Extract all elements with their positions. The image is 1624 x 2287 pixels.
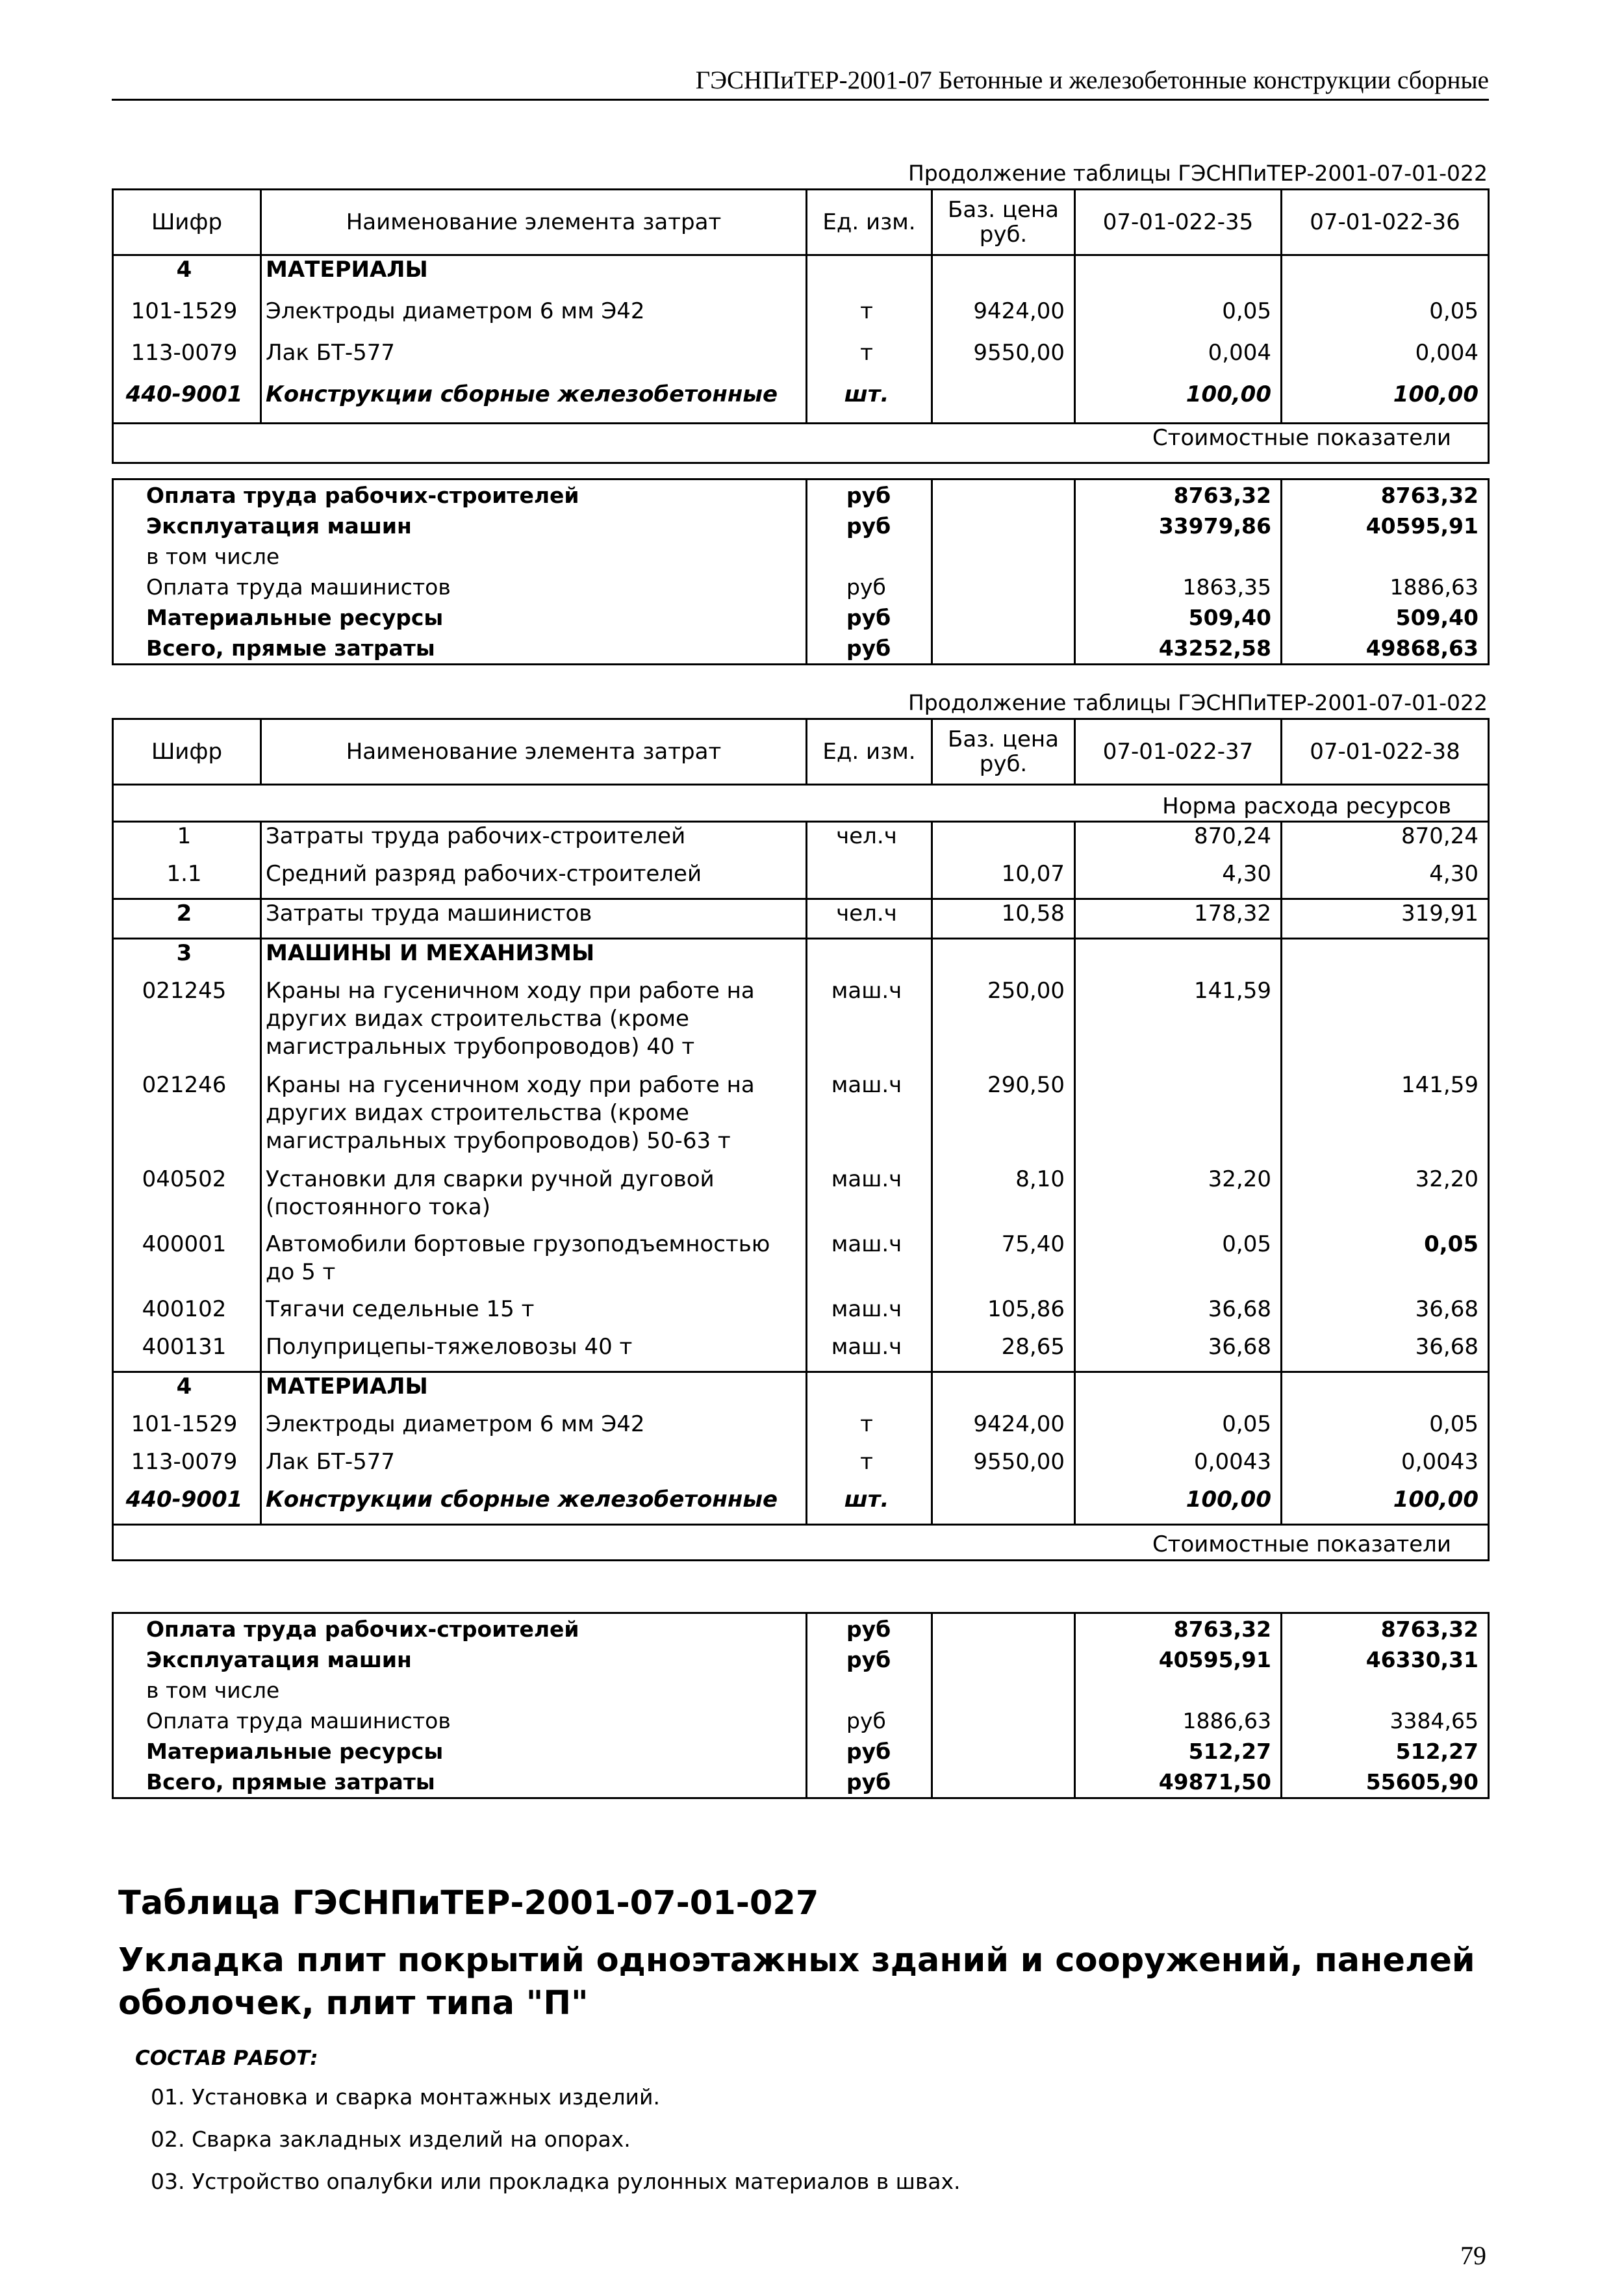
cost-row — [113, 602, 1489, 633]
row-value-b — [1282, 977, 1489, 1071]
row-price: 9424,00 — [932, 298, 1075, 339]
norm-title: Норма расхода ресурсов — [113, 785, 1489, 822]
cost-value-a: 40595,91 — [1075, 1644, 1282, 1675]
cost-value-a — [1075, 1675, 1282, 1706]
table-row — [113, 822, 1489, 861]
row-unit: чел.ч — [807, 822, 932, 861]
cost-value-b: 509,40 — [1282, 602, 1489, 633]
row-value-a: 0,004 — [1075, 339, 1282, 381]
cost-value-b: 49868,63 — [1282, 633, 1489, 665]
row-value-a: 0,05 — [1075, 298, 1282, 339]
cost-value-a: 8763,32 — [1075, 1613, 1282, 1645]
row-unit: чел.ч — [807, 899, 932, 939]
row-price: 8,10 — [932, 1166, 1075, 1231]
row-name: Установки для сварки ручной дуговой (постоянного тока) — [261, 1166, 807, 1231]
works-list — [151, 2076, 961, 2203]
cost-unit: руб — [807, 1644, 932, 1675]
table1-resources — [112, 188, 1490, 464]
cost-value-a: 49871,50 — [1075, 1767, 1282, 1798]
row-code: 101-1529 — [113, 298, 261, 339]
cost-title: Стоимостные показатели — [113, 1525, 1489, 1561]
row-value-a: 178,32 — [1075, 899, 1282, 939]
cost-empty — [932, 633, 1075, 665]
col-price-header: Баз. цена руб. — [932, 190, 1075, 255]
row-code: 400131 — [113, 1333, 261, 1372]
cost-unit: руб — [807, 479, 932, 511]
table-row — [113, 1486, 1489, 1525]
cost-unit: руб — [807, 1767, 932, 1798]
row-name: Краны на гусеничном ходу при работе на других видах строительства (кроме магистральных трубопроводов) 40 т — [261, 977, 807, 1071]
row-unit: т — [807, 1411, 932, 1448]
table2-costs — [112, 1612, 1490, 1799]
row-price: 9550,00 — [932, 1448, 1075, 1486]
row-unit: т — [807, 298, 932, 339]
row-unit: маш.ч — [807, 1166, 932, 1231]
cost-empty — [932, 1767, 1075, 1798]
row-price: 75,40 — [932, 1231, 1075, 1296]
cost-label: Эксплуатация машин — [113, 1644, 807, 1675]
row-price: 10,58 — [932, 899, 1075, 939]
row-code: 3 — [113, 939, 261, 978]
row-value-a: 100,00 — [1075, 381, 1282, 424]
table-row — [113, 1166, 1489, 1231]
works-heading: СОСТАВ РАБОТ: — [135, 2047, 318, 2070]
cost-row — [113, 633, 1489, 665]
cost-unit — [807, 541, 932, 572]
table-row — [113, 1071, 1489, 1166]
cost-value-b: 40595,91 — [1282, 511, 1489, 541]
cost-value-a: 1863,35 — [1075, 572, 1282, 602]
cost-value-b: 512,27 — [1282, 1736, 1489, 1767]
row-price: 290,50 — [932, 1071, 1075, 1166]
row-unit: маш.ч — [807, 1333, 932, 1372]
table-row — [113, 381, 1489, 424]
row-price: 9424,00 — [932, 1411, 1075, 1448]
row-code: 113-0079 — [113, 1448, 261, 1486]
list-item: 03. Устройство опалубки или прокладка рулонных материалов в швах. — [151, 2169, 961, 2194]
row-unit: шт. — [807, 1486, 932, 1525]
row-name: Лак БТ-577 — [261, 1448, 807, 1486]
cost-row — [113, 572, 1489, 602]
table1-header-row — [113, 190, 1489, 255]
row-price: 28,65 — [932, 1333, 1075, 1372]
cost-empty — [932, 1675, 1075, 1706]
cost-value-b: 1886,63 — [1282, 572, 1489, 602]
cost-empty — [932, 541, 1075, 572]
row-unit: т — [807, 339, 932, 381]
row-name: МАШИНЫ И МЕХАНИЗМЫ — [261, 939, 807, 978]
row-price — [932, 822, 1075, 861]
cost-label: Оплата труда машинистов — [113, 1706, 807, 1736]
cost-row — [113, 1644, 1489, 1675]
table-row — [113, 1296, 1489, 1333]
row-price: 250,00 — [932, 977, 1075, 1071]
row-price — [932, 255, 1075, 298]
row-value-a: 100,00 — [1075, 1486, 1282, 1525]
col-name-header: Наименование элемента затрат — [261, 190, 807, 255]
row-unit: т — [807, 1448, 932, 1486]
cost-label: в том числе — [113, 541, 807, 572]
row-value-b: 0,05 — [1282, 1231, 1489, 1296]
section-row — [113, 1372, 1489, 1411]
cost-row — [113, 479, 1489, 511]
row-name: Полуприцепы-тяжеловозы 40 т — [261, 1333, 807, 1372]
row-unit: маш.ч — [807, 1296, 932, 1333]
table-row — [113, 1333, 1489, 1372]
table-row — [113, 1231, 1489, 1296]
table-title: Таблица ГЭСНПиТЕР-2001-07-01-027 — [118, 1884, 819, 1923]
row-value-b: 36,68 — [1282, 1333, 1489, 1372]
row-price — [932, 1486, 1075, 1525]
row-name: Электроды диаметром 6 мм Э42 — [261, 1411, 807, 1448]
cost-value-a: 8763,32 — [1075, 479, 1282, 511]
cost-value-b: 3384,65 — [1282, 1706, 1489, 1736]
table-row — [113, 255, 1489, 298]
table1-costs — [112, 478, 1490, 665]
col-b-header: 07-01-022-36 — [1282, 190, 1489, 255]
cost-empty — [932, 572, 1075, 602]
cost-empty — [932, 511, 1075, 541]
row-value-a: 0,05 — [1075, 1411, 1282, 1448]
row-value-a: 36,68 — [1075, 1333, 1282, 1372]
row-name: МАТЕРИАЛЫ — [261, 255, 807, 298]
cost-value-a: 1886,63 — [1075, 1706, 1282, 1736]
row-value-a: 36,68 — [1075, 1296, 1282, 1333]
cost-unit: руб — [807, 511, 932, 541]
cost-empty — [932, 1706, 1075, 1736]
row-name: Краны на гусеничном ходу при работе на других видах строительства (кроме магистральных трубопроводов) 50-63 т — [261, 1071, 807, 1166]
table-subtitle: Укладка плит покрытий одноэтажных зданий и сооружений, панелей оболочек, плит типа "П" — [118, 1941, 1475, 2023]
row-code: 1.1 — [113, 860, 261, 899]
cost-row — [113, 1736, 1489, 1767]
cost-label: Всего, прямые затраты — [113, 633, 807, 665]
cost-empty — [932, 1613, 1075, 1645]
cost-unit: руб — [807, 1613, 932, 1645]
row-code: 4 — [113, 255, 261, 298]
row-name: Конструкции сборные железобетонные — [261, 381, 807, 424]
norm-title-row — [113, 785, 1489, 822]
table1-continuation: Продолжение таблицы ГЭСНПиТЕР-2001-07-01-022 — [907, 160, 1488, 186]
col-price-header: Баз. цена руб. — [932, 719, 1075, 785]
section-row — [113, 939, 1489, 978]
col-code-header: Шифр — [113, 719, 261, 785]
row-price: 105,86 — [932, 1296, 1075, 1333]
cost-row — [113, 541, 1489, 572]
row-code: 440-9001 — [113, 381, 261, 424]
cost-label: Материальные ресурсы — [113, 602, 807, 633]
row-value-b: 0,05 — [1282, 1411, 1489, 1448]
row-name: Тягачи седельные 15 т — [261, 1296, 807, 1333]
cost-label: Оплата труда рабочих-строителей — [113, 479, 807, 511]
cost-value-a: 512,27 — [1075, 1736, 1282, 1767]
row-value-a: 141,59 — [1075, 977, 1282, 1071]
row-value-b — [1282, 255, 1489, 298]
col-a-header: 07-01-022-35 — [1075, 190, 1282, 255]
row-price: 10,07 — [932, 860, 1075, 899]
col-a-header: 07-01-022-37 — [1075, 719, 1282, 785]
row-name: Конструкции сборные железобетонные — [261, 1486, 807, 1525]
cost-value-b — [1282, 541, 1489, 572]
row-name: Электроды диаметром 6 мм Э42 — [261, 298, 807, 339]
cost-value-a: 509,40 — [1075, 602, 1282, 633]
cost-row — [113, 1706, 1489, 1736]
table-row — [113, 1448, 1489, 1486]
cost-unit: руб — [807, 602, 932, 633]
row-value-b: 100,00 — [1282, 1486, 1489, 1525]
row-name: Затраты труда рабочих-строителей — [261, 822, 807, 861]
row-value-a — [1075, 255, 1282, 298]
cost-label: Эксплуатация машин — [113, 511, 807, 541]
row-value-b: 32,20 — [1282, 1166, 1489, 1231]
row-code: 101-1529 — [113, 1411, 261, 1448]
cost-label: Всего, прямые затраты — [113, 1767, 807, 1798]
row-value-a: 4,30 — [1075, 860, 1282, 899]
cost-unit — [807, 1675, 932, 1706]
row-name: Средний разряд рабочих-строителей — [261, 860, 807, 899]
cost-unit: руб — [807, 633, 932, 665]
row-value-b: 0,0043 — [1282, 1448, 1489, 1486]
cost-value-b — [1282, 1675, 1489, 1706]
cost-row — [113, 1767, 1489, 1798]
row-unit: маш.ч — [807, 1231, 932, 1296]
page-number: 79 — [1460, 2241, 1486, 2270]
row-code: 113-0079 — [113, 339, 261, 381]
table-row — [113, 977, 1489, 1071]
row-code: 400001 — [113, 1231, 261, 1296]
row-value-b: 4,30 — [1282, 860, 1489, 899]
row-unit: маш.ч — [807, 1071, 932, 1166]
cost-value-b: 46330,31 — [1282, 1644, 1489, 1675]
row-value-b: 100,00 — [1282, 381, 1489, 424]
cost-value-a: 33979,86 — [1075, 511, 1282, 541]
row-value-a: 32,20 — [1075, 1166, 1282, 1231]
cost-empty — [932, 602, 1075, 633]
row-value-b: 36,68 — [1282, 1296, 1489, 1333]
cost-empty — [932, 479, 1075, 511]
cost-row — [113, 511, 1489, 541]
cost-value-a — [1075, 541, 1282, 572]
list-item: 02. Сварка закладных изделий на опорах. — [151, 2127, 631, 2152]
table2-continuation: Продолжение таблицы ГЭСНПиТЕР-2001-07-01-022 — [907, 690, 1488, 715]
row-name: Затраты труда машинистов — [261, 899, 807, 939]
table2-header-row — [113, 719, 1489, 785]
row-value-a: 0,05 — [1075, 1231, 1282, 1296]
row-value-b: 0,004 — [1282, 339, 1489, 381]
row-code: 021245 — [113, 977, 261, 1071]
cost-unit: руб — [807, 572, 932, 602]
row-value-a: 0,0043 — [1075, 1448, 1282, 1486]
cost-empty — [932, 1644, 1075, 1675]
table-row — [113, 1411, 1489, 1448]
row-name: Лак БТ-577 — [261, 339, 807, 381]
cost-empty — [932, 1736, 1075, 1767]
row-value-a — [1075, 1071, 1282, 1166]
table-row — [113, 899, 1489, 939]
col-code-header: Шифр — [113, 190, 261, 255]
row-value-b: 0,05 — [1282, 298, 1489, 339]
row-unit: шт. — [807, 381, 932, 424]
cost-title-row — [113, 424, 1489, 463]
cost-row — [113, 1613, 1489, 1645]
row-unit — [807, 255, 932, 298]
row-code: 2 — [113, 899, 261, 939]
cost-label: Оплата труда машинистов — [113, 572, 807, 602]
row-unit — [807, 860, 932, 899]
cost-title-row — [113, 1525, 1489, 1561]
table2-resources — [112, 718, 1490, 1561]
cost-title: Стоимостные показатели — [113, 424, 1489, 463]
row-code: 440-9001 — [113, 1486, 261, 1525]
row-code: 4 — [113, 1372, 261, 1411]
row-value-b: 319,91 — [1282, 899, 1489, 939]
row-name: Автомобили бортовые грузоподъемностью до 5 т — [261, 1231, 807, 1296]
row-price: 9550,00 — [932, 339, 1075, 381]
row-value-b: 141,59 — [1282, 1071, 1489, 1166]
col-unit-header: Ед. изм. — [807, 719, 932, 785]
cost-label: Материальные ресурсы — [113, 1736, 807, 1767]
row-value-b: 870,24 — [1282, 822, 1489, 861]
row-code: 400102 — [113, 1296, 261, 1333]
cost-value-b: 55605,90 — [1282, 1767, 1489, 1798]
cost-label: Оплата труда рабочих-строителей — [113, 1613, 807, 1645]
row-code: 040502 — [113, 1166, 261, 1231]
table-row — [113, 298, 1489, 339]
cost-value-b: 8763,32 — [1282, 479, 1489, 511]
cost-value-a: 43252,58 — [1075, 633, 1282, 665]
cost-value-b: 8763,32 — [1282, 1613, 1489, 1645]
cost-label: в том числе — [113, 1675, 807, 1706]
cost-unit: руб — [807, 1736, 932, 1767]
row-code: 1 — [113, 822, 261, 861]
col-name-header: Наименование элемента затрат — [261, 719, 807, 785]
col-unit-header: Ед. изм. — [807, 190, 932, 255]
row-unit: маш.ч — [807, 977, 932, 1071]
col-b-header: 07-01-022-38 — [1282, 719, 1489, 785]
cost-unit: руб — [807, 1706, 932, 1736]
running-header: ГЭСНПиТЕР-2001-07 Бетонные и железобетонные конструкции сборные — [112, 65, 1489, 101]
row-price — [932, 381, 1075, 424]
row-code: 021246 — [113, 1071, 261, 1166]
row-value-a: 870,24 — [1075, 822, 1282, 861]
list-item: 01. Установка и сварка монтажных изделий. — [151, 2084, 660, 2110]
table-row — [113, 339, 1489, 381]
row-name: МАТЕРИАЛЫ — [261, 1372, 807, 1411]
table-row — [113, 860, 1489, 899]
cost-row — [113, 1675, 1489, 1706]
